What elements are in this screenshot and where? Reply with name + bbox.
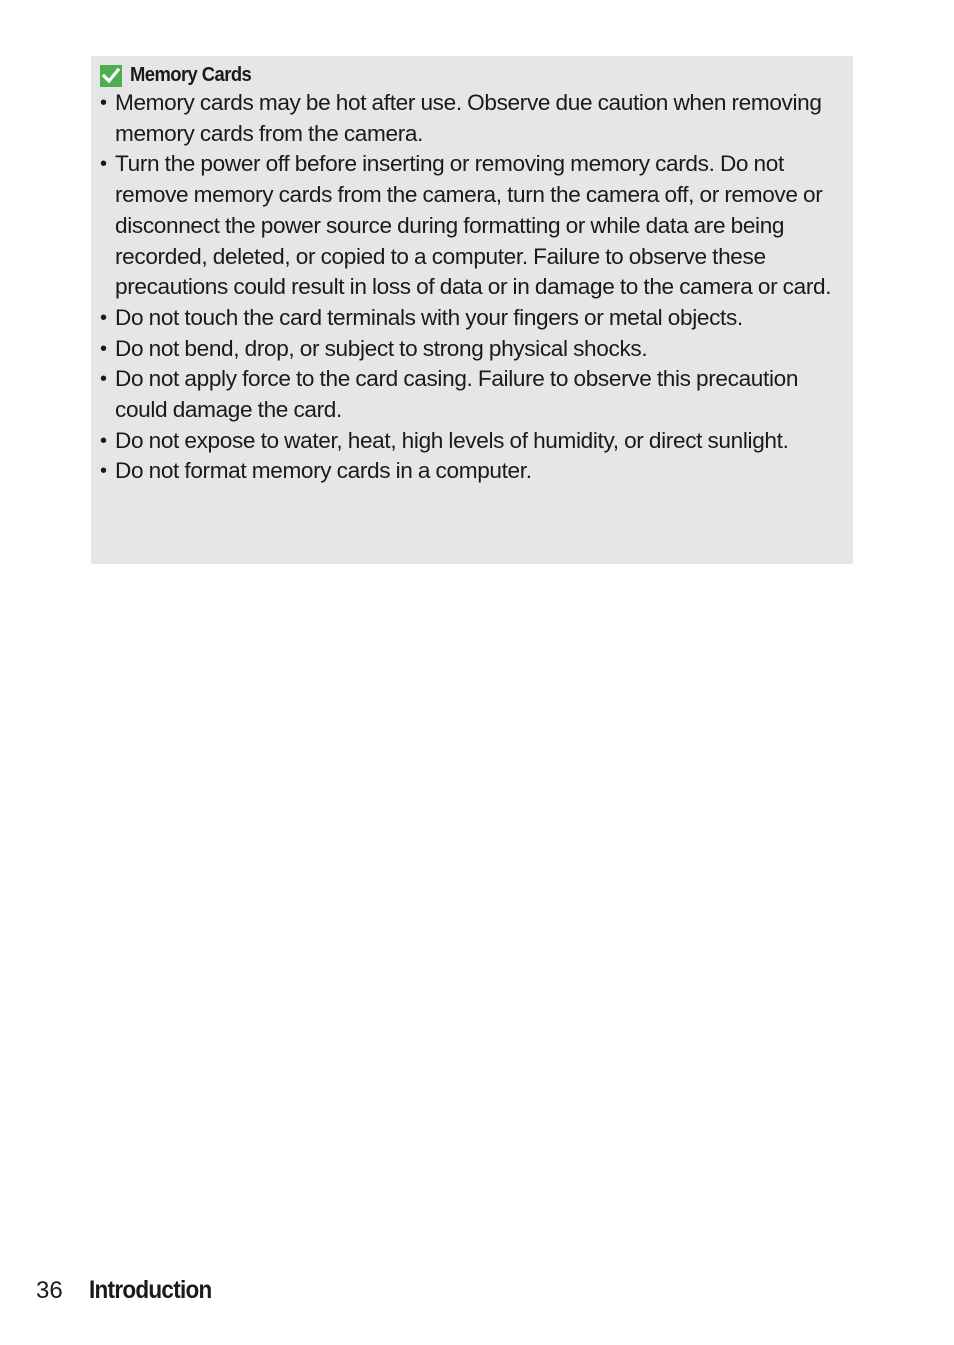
list-item: • Memory cards may be hot after use. Observe due caution when removing memory cards from the camera. — [100, 88, 841, 149]
page-number: 36 — [36, 1277, 63, 1304]
section-name: Introduction — [88, 1276, 212, 1304]
note-title: Memory Cards — [130, 63, 252, 86]
list-item: • Do not format memory cards in a computer. — [100, 456, 841, 487]
check-icon — [100, 65, 122, 87]
memory-cards-note — [91, 56, 853, 564]
page-footer — [36, 1276, 225, 1305]
precautions-list — [100, 88, 841, 487]
list-item: • Do not touch the card terminals with your fingers or metal objects. — [100, 303, 841, 334]
list-item: • Do not apply force to the card casing. Failure to observe this precaution could damage the card. — [100, 364, 841, 425]
list-item: • Do not bend, drop, or subject to strong physical shocks. — [100, 334, 841, 365]
list-item: • Turn the power off before inserting or removing memory cards. Do not remove memory cards from the camera, turn the camera off, or remove or disconnect the power source during formatting or while data are being recorded, deleted, or copied to a computer. Failure to observe these precautions could result in loss of data or in damage to the camera or card. — [100, 149, 841, 303]
list-item: • Do not expose to water, heat, high levels of humidity, or direct sunlight. — [100, 426, 841, 457]
note-header — [100, 62, 841, 88]
